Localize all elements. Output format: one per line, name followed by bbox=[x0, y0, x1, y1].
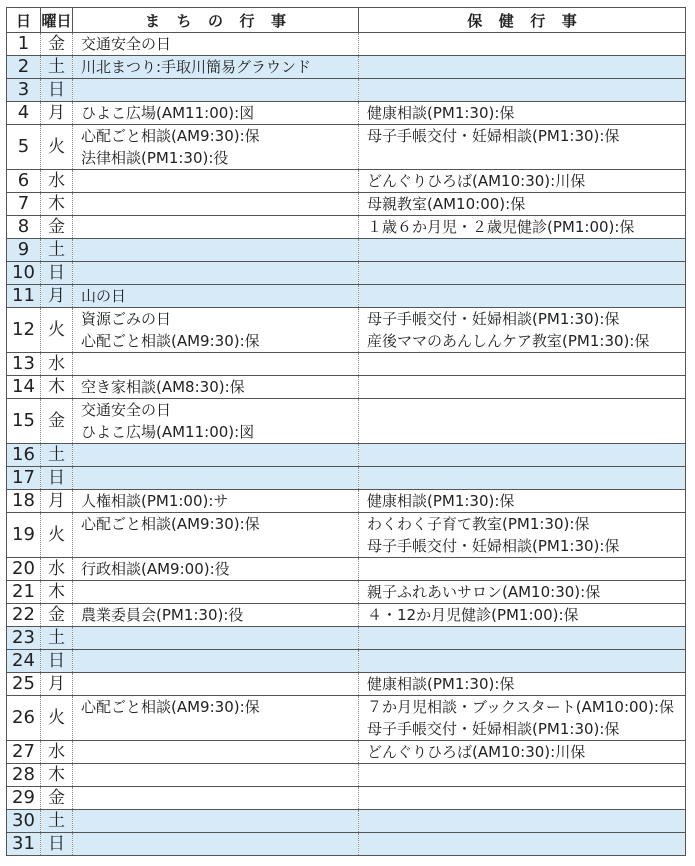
health-event: 母子手帳交付・妊婦相談(PM1:30):保 bbox=[367, 537, 620, 555]
health-events-cell bbox=[359, 833, 686, 856]
day-number: 16 bbox=[7, 444, 41, 467]
weekday: 日 bbox=[41, 467, 73, 490]
calendar-row bbox=[7, 513, 686, 558]
health-event: 健康相談(PM1:30):保 bbox=[367, 104, 515, 122]
health-events-cell bbox=[359, 285, 686, 308]
header-row bbox=[7, 8, 686, 33]
town-events-cell bbox=[73, 764, 359, 787]
town-events-cell bbox=[73, 193, 359, 216]
day-number: 3 bbox=[7, 79, 41, 102]
day-number: 18 bbox=[7, 490, 41, 513]
weekday: 金 bbox=[41, 33, 73, 56]
day-number: 17 bbox=[7, 467, 41, 490]
town-events-cell bbox=[73, 810, 359, 833]
health-events-cell bbox=[359, 376, 686, 399]
day-number: 14 bbox=[7, 376, 41, 399]
weekday: 水 bbox=[41, 558, 73, 581]
town-events-cell bbox=[73, 399, 359, 444]
health-events-cell bbox=[359, 102, 686, 125]
town-event: 心配ごと相談(AM9:30):保 bbox=[81, 698, 260, 716]
weekday: 木 bbox=[41, 193, 73, 216]
day-number: 15 bbox=[7, 399, 41, 444]
calendar-row bbox=[7, 444, 686, 467]
calendar-row bbox=[7, 673, 686, 696]
calendar-row bbox=[7, 79, 686, 102]
weekday: 火 bbox=[41, 513, 73, 558]
calendar-row bbox=[7, 308, 686, 353]
town-events-cell bbox=[73, 56, 359, 79]
town-events-cell bbox=[73, 285, 359, 308]
health-events-cell bbox=[359, 764, 686, 787]
weekday: 日 bbox=[41, 79, 73, 102]
town-events-cell bbox=[73, 696, 359, 741]
town-events-cell bbox=[73, 673, 359, 696]
town-event: 心配ごと相談(AM9:30):保 bbox=[81, 515, 260, 533]
weekday: 土 bbox=[41, 810, 73, 833]
health-events-cell bbox=[359, 170, 686, 193]
calendar-row bbox=[7, 467, 686, 490]
health-event: 健康相談(PM1:30):保 bbox=[367, 675, 515, 693]
weekday: 金 bbox=[41, 399, 73, 444]
town-events-cell bbox=[73, 33, 359, 56]
town-event: 山の日 bbox=[81, 287, 127, 305]
town-events-cell bbox=[73, 262, 359, 285]
health-events-cell bbox=[359, 308, 686, 353]
weekday: 金 bbox=[41, 787, 73, 810]
town-events-cell bbox=[73, 490, 359, 513]
weekday: 土 bbox=[41, 627, 73, 650]
town-event: ひよこ広場(AM11:00):図 bbox=[81, 104, 255, 122]
day-number: 25 bbox=[7, 673, 41, 696]
weekday: 木 bbox=[41, 376, 73, 399]
weekday: 水 bbox=[41, 353, 73, 376]
weekday: 月 bbox=[41, 102, 73, 125]
day-number: 27 bbox=[7, 741, 41, 764]
event-calendar-table bbox=[6, 7, 686, 856]
calendar-body bbox=[7, 33, 686, 856]
day-number: 20 bbox=[7, 558, 41, 581]
calendar-row bbox=[7, 741, 686, 764]
weekday: 水 bbox=[41, 741, 73, 764]
calendar-row bbox=[7, 810, 686, 833]
weekday: 月 bbox=[41, 673, 73, 696]
day-number: 1 bbox=[7, 33, 41, 56]
calendar-row bbox=[7, 490, 686, 513]
town-event: ひよこ広場(AM11:00):図 bbox=[81, 423, 255, 441]
day-number: 31 bbox=[7, 833, 41, 856]
health-event: 母親教室(AM10:00):保 bbox=[367, 195, 526, 213]
health-events-cell bbox=[359, 56, 686, 79]
weekday: 月 bbox=[41, 490, 73, 513]
town-event: 交通安全の日 bbox=[81, 401, 172, 419]
calendar-row bbox=[7, 216, 686, 239]
town-events-cell bbox=[73, 170, 359, 193]
weekday: 木 bbox=[41, 764, 73, 787]
town-event: 人権相談(PM1:00):サ bbox=[81, 492, 229, 510]
town-event: 川北まつり:手取川簡易グラウンド bbox=[81, 58, 312, 76]
health-events-cell bbox=[359, 741, 686, 764]
town-event: 資源ごみの日 bbox=[81, 310, 172, 328]
town-events-cell bbox=[73, 604, 359, 627]
day-number: 12 bbox=[7, 308, 41, 353]
health-events-cell bbox=[359, 604, 686, 627]
health-events-cell bbox=[359, 467, 686, 490]
day-number: 24 bbox=[7, 650, 41, 673]
day-number: 6 bbox=[7, 170, 41, 193]
weekday: 日 bbox=[41, 833, 73, 856]
calendar-row bbox=[7, 262, 686, 285]
calendar-row bbox=[7, 33, 686, 56]
calendar-row bbox=[7, 558, 686, 581]
health-event: 産後ママのあんしんケア教室(PM1:30):保 bbox=[367, 332, 650, 350]
day-number: 19 bbox=[7, 513, 41, 558]
health-event: わくわく子育て教室(PM1:30):保 bbox=[367, 515, 590, 533]
health-event: 親子ふれあいサロン(AM10:30):保 bbox=[367, 583, 601, 601]
town-events-cell bbox=[73, 125, 359, 170]
weekday: 土 bbox=[41, 239, 73, 262]
day-number: 30 bbox=[7, 810, 41, 833]
health-events-cell bbox=[359, 696, 686, 741]
health-events-cell bbox=[359, 627, 686, 650]
town-events-cell bbox=[73, 444, 359, 467]
weekday: 金 bbox=[41, 604, 73, 627]
weekday: 水 bbox=[41, 170, 73, 193]
health-event: どんぐりひろば(AM10:30):川保 bbox=[367, 172, 586, 190]
health-events-cell bbox=[359, 216, 686, 239]
header-health-events: 保健行事 bbox=[359, 8, 686, 33]
day-number: 26 bbox=[7, 696, 41, 741]
health-events-cell bbox=[359, 810, 686, 833]
weekday: 日 bbox=[41, 262, 73, 285]
calendar-row bbox=[7, 627, 686, 650]
health-events-cell bbox=[359, 353, 686, 376]
town-events-cell bbox=[73, 79, 359, 102]
calendar-row bbox=[7, 604, 686, 627]
health-events-cell bbox=[359, 33, 686, 56]
day-number: 22 bbox=[7, 604, 41, 627]
calendar-row bbox=[7, 650, 686, 673]
health-events-cell bbox=[359, 581, 686, 604]
calendar-row bbox=[7, 125, 686, 170]
calendar-row bbox=[7, 193, 686, 216]
town-events-cell bbox=[73, 650, 359, 673]
weekday: 土 bbox=[41, 56, 73, 79]
town-events-cell bbox=[73, 513, 359, 558]
calendar-row bbox=[7, 581, 686, 604]
health-events-cell bbox=[359, 513, 686, 558]
weekday: 火 bbox=[41, 696, 73, 741]
calendar-row bbox=[7, 376, 686, 399]
weekday: 日 bbox=[41, 650, 73, 673]
health-events-cell bbox=[359, 399, 686, 444]
weekday: 火 bbox=[41, 125, 73, 170]
town-event: 交通安全の日 bbox=[81, 35, 172, 53]
health-event: ７か月児相談・ブックスタート(AM10:00):保 bbox=[367, 698, 674, 716]
town-events-cell bbox=[73, 353, 359, 376]
day-number: 5 bbox=[7, 125, 41, 170]
calendar-row bbox=[7, 696, 686, 741]
health-events-cell bbox=[359, 79, 686, 102]
health-events-cell bbox=[359, 262, 686, 285]
calendar-row bbox=[7, 170, 686, 193]
town-events-cell bbox=[73, 376, 359, 399]
calendar-row bbox=[7, 239, 686, 262]
town-events-cell bbox=[73, 216, 359, 239]
town-event: 心配ごと相談(AM9:30):保 bbox=[81, 332, 260, 350]
health-event: ４・12か月児健診(PM1:00):保 bbox=[367, 606, 579, 624]
town-events-cell bbox=[73, 308, 359, 353]
day-number: 4 bbox=[7, 102, 41, 125]
town-events-cell bbox=[73, 239, 359, 262]
health-events-cell bbox=[359, 125, 686, 170]
town-event: 心配ごと相談(AM9:30):保 bbox=[81, 127, 260, 145]
header-weekday: 曜日 bbox=[41, 8, 73, 33]
town-events-cell bbox=[73, 787, 359, 810]
calendar-row bbox=[7, 399, 686, 444]
health-events-cell bbox=[359, 787, 686, 810]
town-events-cell bbox=[73, 741, 359, 764]
health-event: １歳６か月児・２歳児健診(PM1:00):保 bbox=[367, 218, 635, 236]
calendar-row bbox=[7, 764, 686, 787]
header-day: 日 bbox=[7, 8, 41, 33]
calendar-row bbox=[7, 285, 686, 308]
weekday: 木 bbox=[41, 581, 73, 604]
day-number: 28 bbox=[7, 764, 41, 787]
calendar-row bbox=[7, 102, 686, 125]
calendar-row bbox=[7, 787, 686, 810]
health-events-cell bbox=[359, 490, 686, 513]
day-number: 7 bbox=[7, 193, 41, 216]
day-number: 11 bbox=[7, 285, 41, 308]
day-number: 29 bbox=[7, 787, 41, 810]
town-events-cell bbox=[73, 581, 359, 604]
day-number: 23 bbox=[7, 627, 41, 650]
health-event: 母子手帳交付・妊婦相談(PM1:30):保 bbox=[367, 127, 620, 145]
town-events-cell bbox=[73, 833, 359, 856]
health-events-cell bbox=[359, 239, 686, 262]
day-number: 9 bbox=[7, 239, 41, 262]
town-events-cell bbox=[73, 467, 359, 490]
day-number: 10 bbox=[7, 262, 41, 285]
weekday: 月 bbox=[41, 285, 73, 308]
calendar-row bbox=[7, 833, 686, 856]
health-events-cell bbox=[359, 444, 686, 467]
weekday: 土 bbox=[41, 444, 73, 467]
weekday: 火 bbox=[41, 308, 73, 353]
town-event: 法律相談(PM1:30):役 bbox=[81, 149, 229, 167]
health-event: 母子手帳交付・妊婦相談(PM1:30):保 bbox=[367, 720, 620, 738]
health-events-cell bbox=[359, 193, 686, 216]
health-event: どんぐりひろば(AM10:30):川保 bbox=[367, 743, 586, 761]
day-number: 13 bbox=[7, 353, 41, 376]
town-event: 農業委員会(PM1:30):役 bbox=[81, 606, 244, 624]
town-events-cell bbox=[73, 627, 359, 650]
town-events-cell bbox=[73, 102, 359, 125]
day-number: 21 bbox=[7, 581, 41, 604]
town-event: 空き家相談(AM8:30):保 bbox=[81, 378, 245, 396]
health-events-cell bbox=[359, 673, 686, 696]
weekday: 金 bbox=[41, 216, 73, 239]
header-town-events: まちの行事 bbox=[73, 8, 359, 33]
town-events-cell bbox=[73, 558, 359, 581]
health-event: 母子手帳交付・妊婦相談(PM1:30):保 bbox=[367, 310, 620, 328]
health-events-cell bbox=[359, 558, 686, 581]
calendar-row bbox=[7, 353, 686, 376]
day-number: 2 bbox=[7, 56, 41, 79]
town-event: 行政相談(AM9:00):役 bbox=[81, 560, 230, 578]
calendar-row bbox=[7, 56, 686, 79]
day-number: 8 bbox=[7, 216, 41, 239]
health-event: 健康相談(PM1:30):保 bbox=[367, 492, 515, 510]
health-events-cell bbox=[359, 650, 686, 673]
